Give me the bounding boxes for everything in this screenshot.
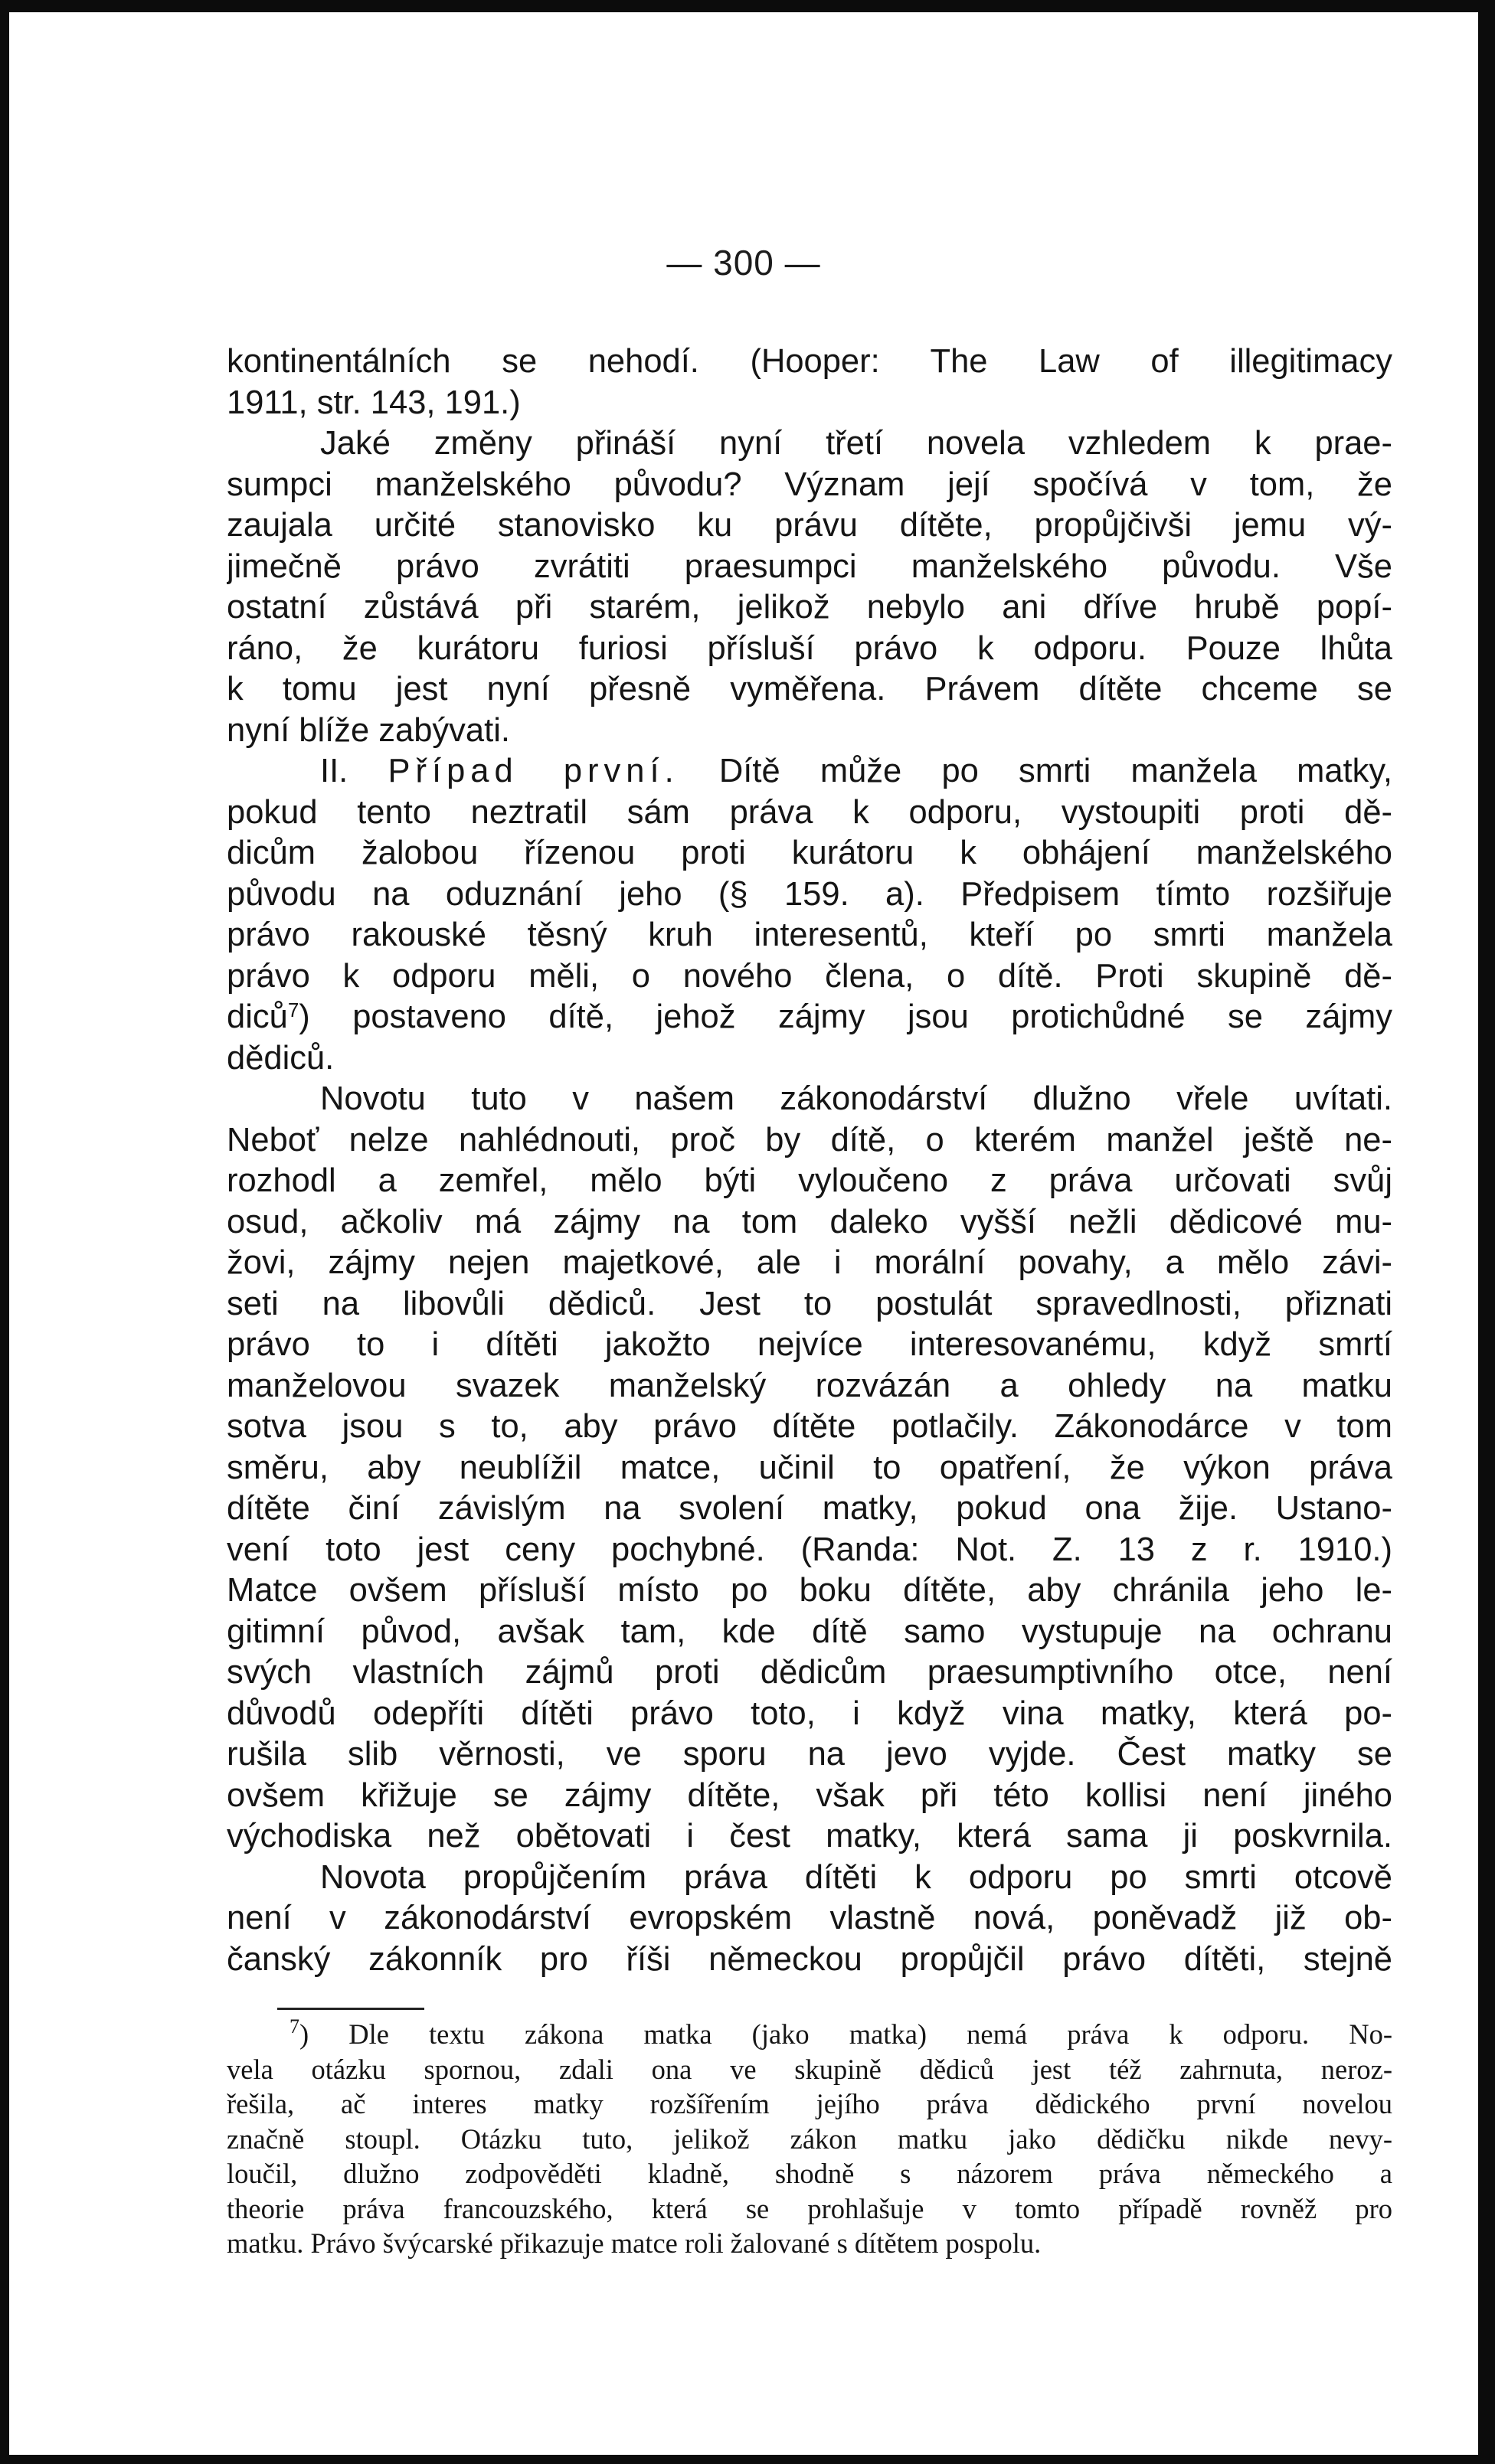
- text-line: sumpci manželského původu? Význam její spočívá v tom, že: [227, 466, 1392, 503]
- text-line: ráno, že kurátoru furiosi přísluší právo k odporu. Pouze lhůta: [227, 629, 1392, 667]
- text-line: rušila slib věrnosti, ve sporu na jevo vyjde. Čest matky se: [227, 1736, 1392, 1773]
- text-line: východiska než obětovati i čest matky, která sama ji poskvrnila.: [227, 1818, 1392, 1855]
- main-text: [227, 341, 1392, 1980]
- footnote-line: matku. Právo švýcarské přikazuje matce roli žalované s dítětem pospolu.: [227, 2227, 1042, 2259]
- text-line: manželovou svazek manželský rozvázán a ohledy na matku: [227, 1367, 1392, 1404]
- footnote-line: řešila, ač interes matky rozšířením jejího práva dědického první novelou: [227, 2088, 1392, 2119]
- text-line: Matce ovšem přísluší místo po boku dítěte, aby chránila jeho le-: [227, 1572, 1392, 1609]
- text-line: seti na libovůli dědiců. Jest to postulát spravedlnosti, přiznati: [227, 1285, 1392, 1322]
- text-line: důvodů odepříti dítěti právo toto, i když vina matky, která po-: [227, 1694, 1392, 1732]
- text-line: ovšem křižuje se zájmy dítěte, však při této kollisi není jiného: [227, 1776, 1392, 1814]
- footnote-line: theorie práva francouzského, která se prohlašuje v tomto případě rovněž pro: [227, 2192, 1392, 2224]
- text-line: ostatní zůstává při starém, jelikož nebylo ani dříve hrubě popí-: [227, 589, 1392, 626]
- text-line: svých vlastních zájmů proti dědicům praesumptivního otce, není: [227, 1654, 1392, 1691]
- text-line: rozhodl a zemřel, mělo býti vyloučeno z práva určovati svůj: [227, 1162, 1392, 1199]
- text-line: gitimní původ, avšak tam, kde dítě samo vystupuje na ochranu: [227, 1613, 1392, 1650]
- text-line: Novota propůjčením práva dítěti k odporu po smrti otcově: [320, 1858, 1392, 1896]
- document-page: [9, 12, 1478, 2455]
- footnote-reference: 7: [287, 998, 299, 1021]
- text-line: právo rakouské těsný kruh interesentů, kteří po smrti manžela: [227, 917, 1392, 953]
- text-line: dítěte činí závislým na svolení matky, pokud ona žije. Ustano-: [227, 1490, 1392, 1527]
- text-line: sotva jsou s to, aby právo dítěte potlačily. Zákonodárce v tom: [227, 1408, 1392, 1445]
- text-line: zaujala určité stanovisko ku právu dítěte, propůjčivši jemu vý-: [227, 507, 1392, 544]
- section-text: Dítě může po smrti manžela matky,: [718, 753, 1392, 789]
- text-line: vení toto jest ceny pochybné. (Randa: Not. Z. 13 z r. 1910.): [227, 1531, 1392, 1568]
- footnote-line: loučil, dlužno zodpověděti kladně, shodně s názorem práva německého a: [227, 2158, 1392, 2189]
- text-line: 1911, str. 143, 191.): [227, 384, 521, 421]
- section-title: Případ první.: [388, 753, 679, 789]
- footnote-line: $^7$) Dle textu zákona matka (jako matka) nemá práva k odporu. No-: [290, 2017, 1392, 2050]
- text-line: dědiců.: [227, 1039, 335, 1077]
- footnote: [227, 2017, 1392, 2261]
- text-line: původu na oduznání jeho (§ 159. a). Předpisem tímto rozšiřuje: [227, 875, 1392, 913]
- footnote-line: vela otázku spornou, zdali ona ve skupině dědiců jest též zahrnuta, neroz-: [227, 2053, 1392, 2085]
- text-line-with-footnote-ref: diců$^7$) postaveno dítě, jehož zájmy jsou protichůdné se zájmy: [227, 998, 1392, 1035]
- text-line: pokud tento neztratil sám práva k odporu, vystoupiti proti dě-: [227, 793, 1392, 831]
- text-line: právo k odporu měli, o nového člena, o dítě. Proti skupině dě-: [227, 957, 1392, 995]
- text-line: žovi, zájmy nejen majetkové, ale i morální povahy, a mělo závi-: [227, 1244, 1392, 1281]
- text-line: Jaké změny přináší nyní třetí novela vzhledem k prae-: [320, 425, 1392, 462]
- text-line: Neboť nelze nahlédnouti, proč by dítě, o kterém manžel ještě ne-: [227, 1121, 1392, 1158]
- text-line: směru, aby neublížil matce, učinil to opatření, že výkon práva: [227, 1449, 1392, 1486]
- footnote-divider: [277, 2008, 424, 2010]
- footnote-line: značně stoupl. Otázku tuto, jelikož zákon matku jako dědičku nikde nevy-: [227, 2123, 1392, 2155]
- footnote-mark: 7: [290, 2017, 299, 2038]
- text-line: není v zákonodárství evropském vlastně nová, poněvadž již ob-: [227, 1900, 1392, 1936]
- text-line: kontinentálních se nehodí. (Hooper: The Law of illegitimacy: [227, 343, 1392, 380]
- page-number: — 300 —: [666, 243, 821, 283]
- section-heading-line: [227, 751, 1392, 792]
- text-line: jimečně právo zvrátiti praesumpci manželského původu. Vše: [227, 547, 1392, 585]
- text-line: osud, ačkoliv má zájmy na tom daleko vyšší nežli dědicové mu-: [227, 1203, 1392, 1240]
- text-line: nyní blíže zabývati.: [227, 711, 510, 749]
- text-line: právo to i dítěti jakožto nejvíce interesovanému, když smrtí: [227, 1326, 1392, 1363]
- text-line: dicům žalobou řízenou proti kurátoru k obhájení manželského: [227, 835, 1392, 871]
- text-line: čanský zákonník pro říši německou propůjčil právo dítěti, stejně: [227, 1940, 1392, 1978]
- text-line: k tomu jest nyní přesně vyměřena. Právem dítěte chceme se: [227, 671, 1392, 708]
- section-number: II.: [320, 753, 348, 789]
- text-line: Novotu tuto v našem zákonodárství dlužno vřele uvítati.: [320, 1080, 1392, 1117]
